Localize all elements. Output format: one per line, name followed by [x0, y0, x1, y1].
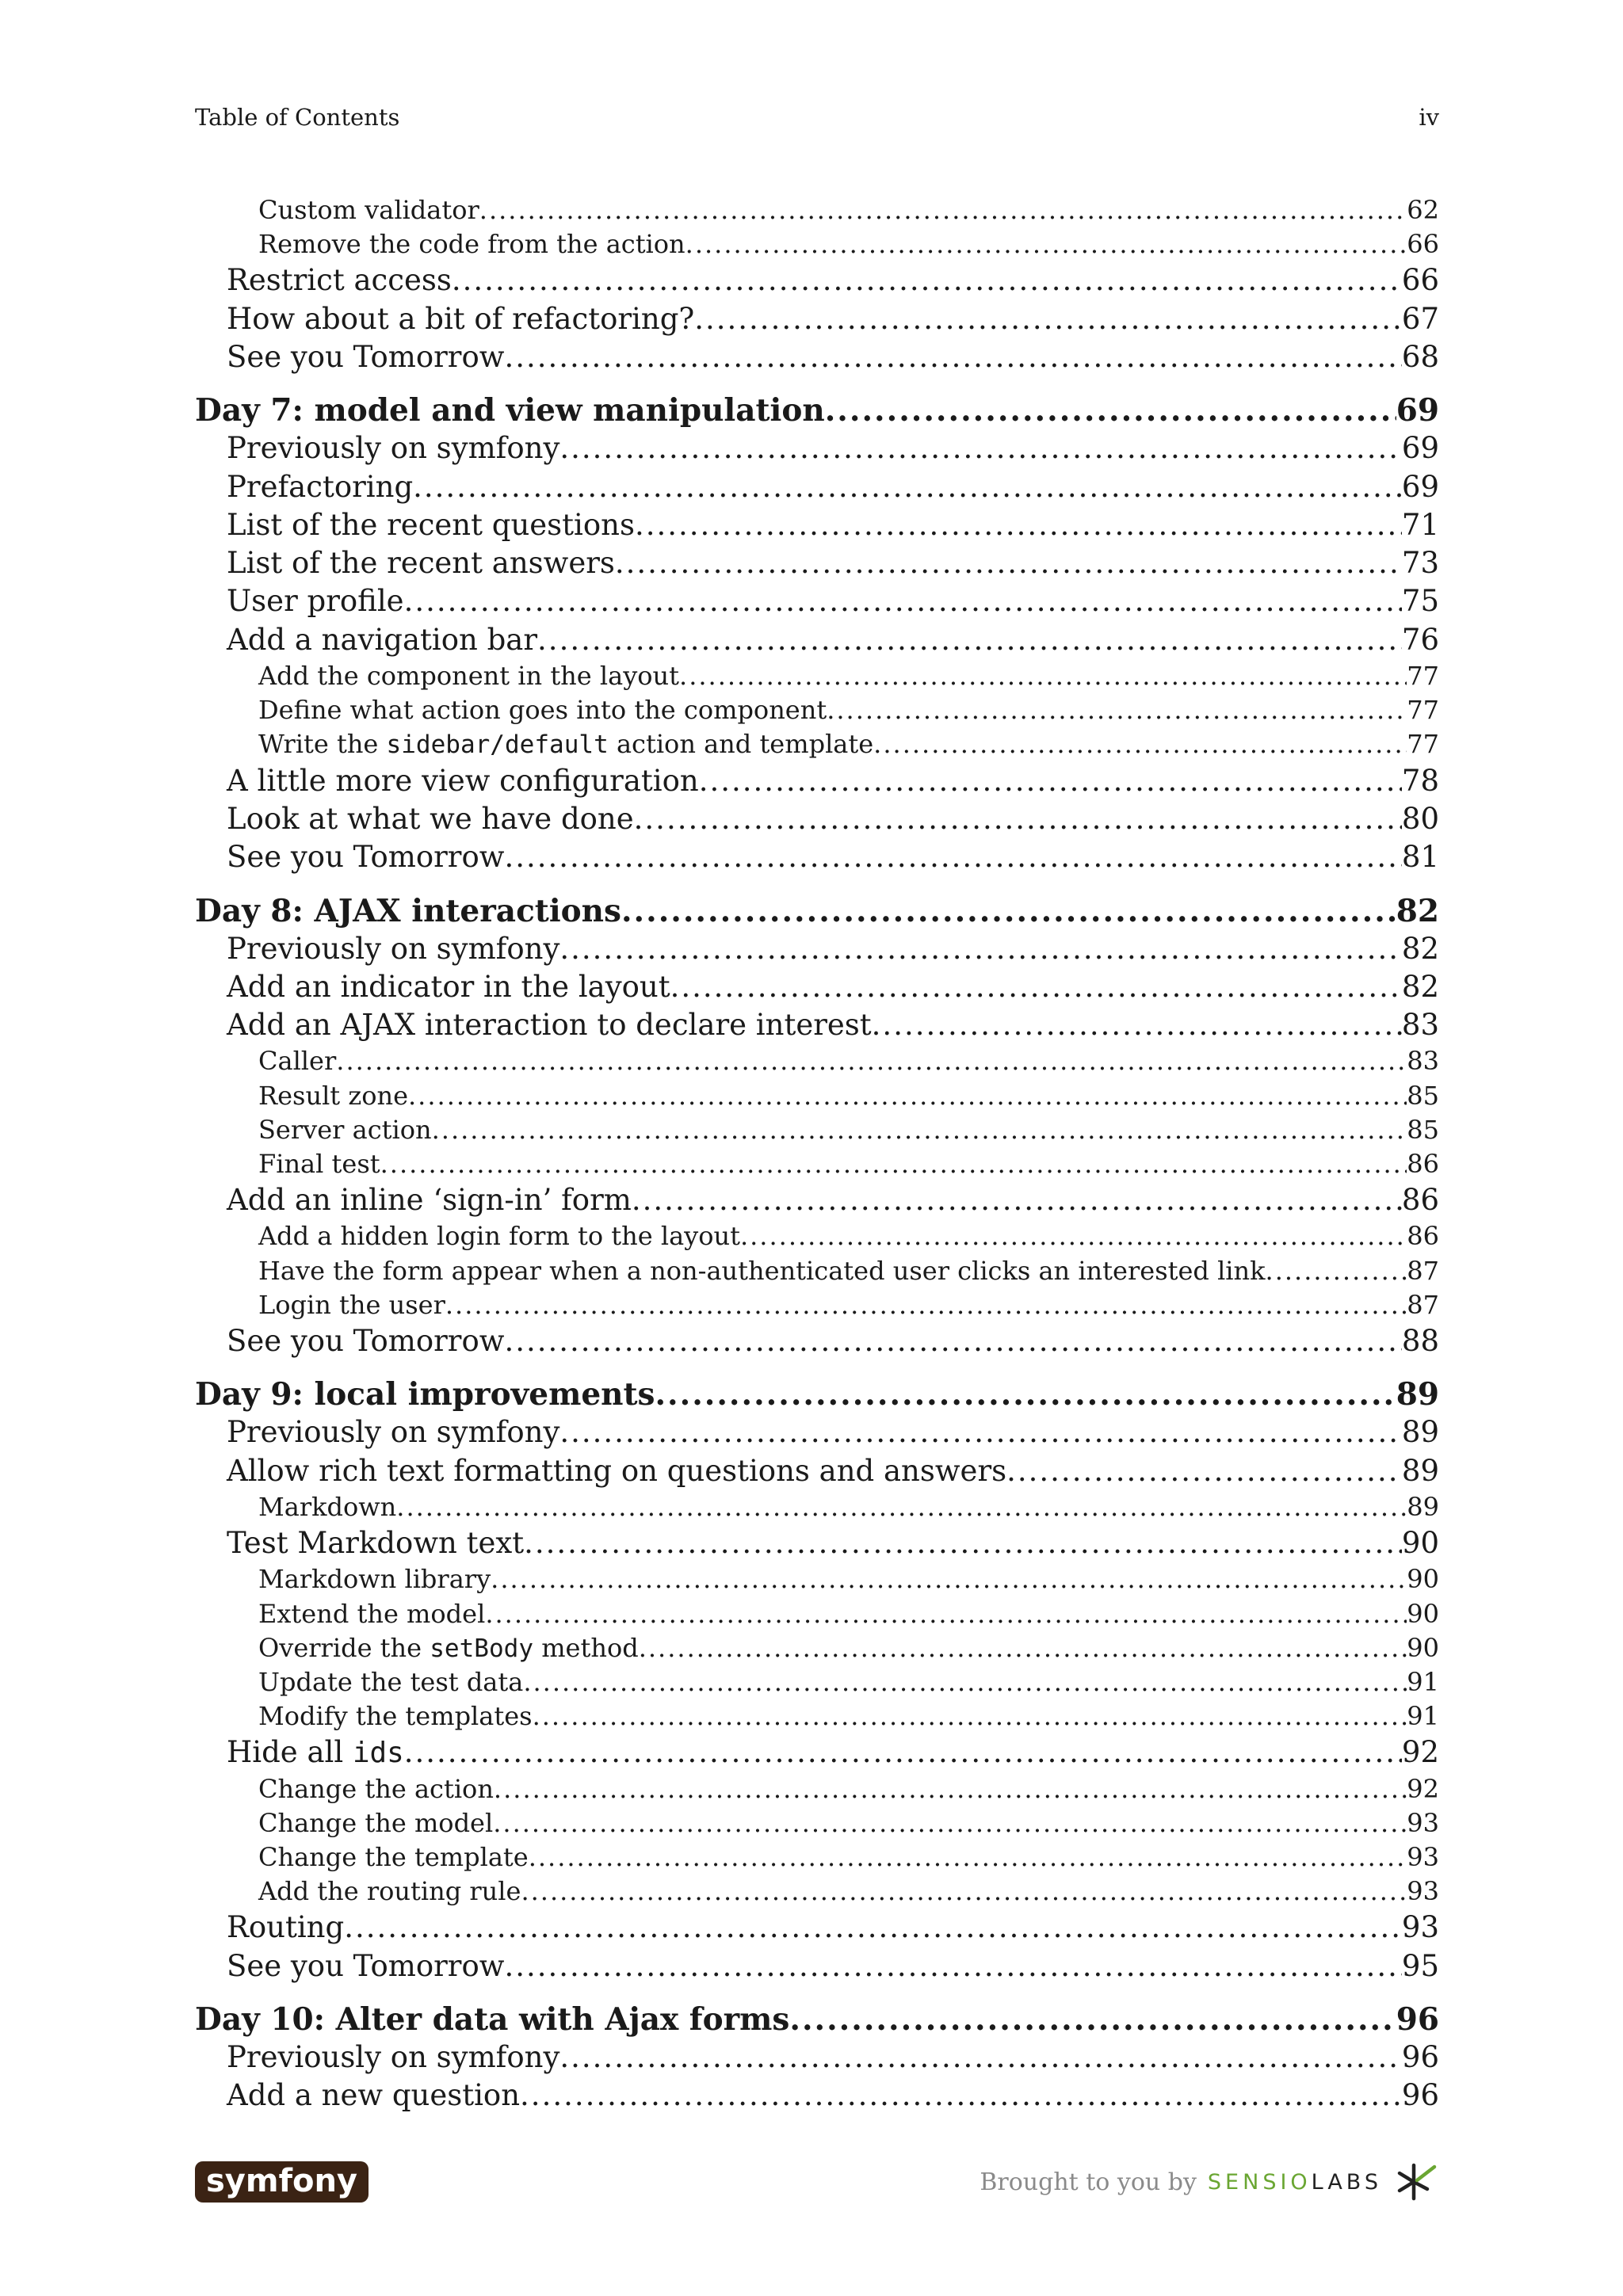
toc-entry-title: See you Tomorrow	[227, 1948, 505, 1983]
toc-entry-title: List of the recent questions	[227, 507, 635, 542]
toc-subsection	[195, 1562, 1439, 1596]
dot-leader	[494, 1772, 1407, 1806]
dot-leader	[504, 1947, 1401, 1985]
dot-leader	[694, 300, 1402, 338]
dot-leader	[521, 1875, 1407, 1909]
toc-section	[195, 762, 1439, 800]
dot-leader	[679, 659, 1407, 693]
dot-leader	[380, 1147, 1407, 1181]
toc-section	[195, 968, 1439, 1006]
toc-page-number: 66	[1401, 263, 1439, 298]
toc-entry-title	[258, 1631, 639, 1665]
dot-leader	[1266, 1254, 1407, 1288]
toc-entry-title: Allow rich text formatting on questions and answers	[227, 1453, 1007, 1488]
toc-page-number: 81	[1401, 840, 1439, 875]
page-footer	[195, 2158, 1439, 2206]
page-header	[195, 101, 1439, 133]
toc-page-number: 90	[1407, 1632, 1439, 1663]
toc-page-number: 85	[1407, 1114, 1439, 1145]
toc-page-number: 93	[1407, 1841, 1439, 1872]
toc-entry-code: ids	[352, 1737, 404, 1770]
toc-entry-title: How about a bit of refactoring?	[227, 301, 695, 336]
dot-leader	[685, 227, 1407, 261]
toc-chapter	[195, 1376, 1439, 1413]
toc-entry-title: Remove the code from the action	[258, 229, 685, 260]
toc-page-number: 88	[1401, 1324, 1439, 1358]
header-section-title: Table of Contents	[195, 104, 400, 131]
toc-page-number: 71	[1401, 507, 1439, 542]
toc-entry-title: Final test	[258, 1148, 380, 1179]
toc-entry-title-text: Write the	[258, 729, 387, 760]
toc-subsection	[195, 1079, 1439, 1113]
toc-entry-title: Add a new question	[227, 2078, 521, 2113]
toc-page-number: 96	[1401, 2039, 1439, 2074]
dot-leader	[559, 2039, 1402, 2077]
toc-page-number: 95	[1401, 1948, 1439, 1983]
toc-page-number: 73	[1401, 546, 1439, 581]
toc-page-number: 96	[1401, 2078, 1439, 2113]
toc-entry-title: Prefactoring	[227, 469, 414, 504]
table-of-contents	[195, 193, 1439, 2115]
toc-page-number: 96	[1396, 2000, 1439, 2038]
toc-page-number: 89	[1401, 1453, 1439, 1488]
dot-leader	[634, 800, 1402, 838]
toc-entry-title: Routing	[227, 1910, 345, 1945]
header-page-number: iv	[1419, 104, 1439, 131]
dot-leader	[635, 506, 1402, 544]
toc-page-number: 82	[1401, 969, 1439, 1004]
toc-entry-title: Add an inline ‘sign-in’ form	[227, 1183, 632, 1218]
toc-section	[195, 300, 1439, 338]
toc-entry-title: Look at what we have done	[227, 801, 634, 836]
toc-section	[195, 1733, 1439, 1772]
toc-page-number: 86	[1407, 1221, 1439, 1252]
toc-chapter	[195, 2001, 1439, 2039]
toc-page-number: 69	[1396, 392, 1439, 429]
toc-section	[195, 468, 1439, 506]
toc-entry-title: Day 9: local improvements	[195, 1376, 655, 1413]
toc-subsection	[195, 1772, 1439, 1806]
toc-entry-title: Server action	[258, 1114, 432, 1145]
labs-word: LABS	[1311, 2169, 1382, 2195]
toc-subsection	[195, 1631, 1439, 1665]
toc-section	[195, 1322, 1439, 1360]
toc-section	[195, 261, 1439, 299]
dot-leader	[485, 1597, 1407, 1631]
toc-entry-title-text: method	[533, 1632, 639, 1663]
toc-subsection	[195, 1840, 1439, 1875]
toc-page-number: 69	[1401, 469, 1439, 504]
toc-page-number: 68	[1401, 339, 1439, 374]
toc-page-number: 89	[1396, 1376, 1439, 1413]
toc-section	[195, 544, 1439, 582]
dot-leader	[432, 1113, 1407, 1147]
dot-leader	[479, 193, 1407, 227]
toc-page-number: 92	[1407, 1773, 1439, 1804]
toc-entry-code: sidebar/default	[386, 730, 609, 760]
toc-subsection	[195, 227, 1439, 261]
dot-leader	[520, 2077, 1402, 2115]
toc-page-number: 89	[1407, 1491, 1439, 1522]
dot-leader	[445, 1288, 1407, 1322]
toc-entry-title: Define what action goes into the component	[258, 695, 827, 726]
dot-leader	[639, 1631, 1407, 1665]
sensiolabs-wordmark	[1208, 2170, 1382, 2195]
dot-leader	[504, 838, 1401, 876]
sensio-word: SENSIO	[1207, 2169, 1312, 2195]
dot-leader	[344, 1909, 1402, 1947]
toc-chapter	[195, 392, 1439, 429]
toc-entry-title: Add the routing rule	[258, 1876, 521, 1907]
toc-page-number: 93	[1407, 1807, 1439, 1838]
dot-leader	[396, 1490, 1407, 1524]
dot-leader	[621, 893, 1396, 930]
dot-leader	[670, 968, 1402, 1006]
toc-entry-title: Login the user	[258, 1289, 445, 1320]
toc-section	[195, 338, 1439, 376]
toc-section	[195, 621, 1439, 659]
toc-entry-title	[258, 727, 873, 761]
toc-section	[195, 1181, 1439, 1219]
toc-section	[195, 838, 1439, 876]
toc-entry-title: Previously on symfony	[227, 431, 560, 466]
toc-subsection	[195, 1875, 1439, 1909]
toc-page-number: 87	[1407, 1289, 1439, 1320]
dot-leader	[404, 1733, 1402, 1772]
toc-entry-title: Add the component in the layout	[258, 661, 680, 692]
toc-entry-title: Caller	[258, 1046, 337, 1077]
toc-subsection	[195, 1147, 1439, 1181]
toc-page-number: 77	[1407, 661, 1439, 692]
dot-leader	[559, 429, 1402, 467]
toc-entry-title: See you Tomorrow	[227, 1324, 505, 1358]
toc-entry-title: Markdown library	[258, 1564, 491, 1595]
toc-subsection	[195, 1665, 1439, 1699]
toc-subsection	[195, 1288, 1439, 1322]
toc-page-number: 92	[1401, 1735, 1439, 1770]
toc-entry-title: Previously on symfony	[227, 2039, 560, 2074]
toc-page-number: 90	[1401, 1526, 1439, 1561]
dot-leader	[529, 1840, 1407, 1875]
dot-leader	[827, 693, 1407, 727]
toc-section	[195, 1452, 1439, 1490]
sensiolabs-credit	[980, 2162, 1439, 2202]
dot-leader	[413, 468, 1402, 506]
toc-page-number: 67	[1401, 301, 1439, 336]
dot-leader	[740, 1219, 1407, 1253]
toc-section	[195, 1413, 1439, 1451]
dot-leader	[655, 1376, 1396, 1413]
toc-entry-title: Add a hidden login form to the layout	[258, 1221, 740, 1252]
dot-leader	[336, 1044, 1407, 1078]
toc-subsection	[195, 727, 1439, 761]
dot-leader	[504, 338, 1401, 376]
dot-leader	[559, 930, 1402, 968]
toc-page-number: 69	[1401, 431, 1439, 466]
toc-subsection	[195, 1254, 1439, 1288]
dot-leader	[789, 2001, 1396, 2039]
toc-entry-title: Add an AJAX interaction to declare interest	[227, 1008, 872, 1043]
toc-entry-title: Previously on symfony	[227, 1415, 560, 1450]
toc-section	[195, 429, 1439, 467]
dot-leader	[632, 1181, 1402, 1219]
toc-subsection	[195, 1219, 1439, 1253]
toc-section	[195, 1524, 1439, 1562]
toc-entry-title: User profile	[227, 584, 404, 619]
toc-entry-title: Previously on symfony	[227, 931, 560, 966]
toc-chapter	[195, 893, 1439, 930]
toc-page-number: 90	[1407, 1564, 1439, 1595]
toc-page-number: 77	[1407, 695, 1439, 726]
dot-leader	[533, 1699, 1407, 1733]
toc-subsection	[195, 1490, 1439, 1524]
toc-page-number: 80	[1401, 801, 1439, 836]
toc-page-number: 76	[1401, 622, 1439, 657]
toc-page-number: 83	[1401, 1008, 1439, 1043]
toc-page-number: 86	[1407, 1148, 1439, 1179]
toc-entry-title: Modify the templates	[258, 1701, 533, 1732]
toc-page-number: 86	[1401, 1183, 1439, 1218]
toc-entry-title: Add an indicator in the layout	[227, 969, 670, 1004]
toc-section	[195, 2077, 1439, 2115]
toc-entry-title: List of the recent answers	[227, 546, 615, 581]
toc-entry-title: Result zone	[258, 1080, 408, 1111]
toc-entry-title: Update the test data	[258, 1666, 524, 1697]
toc-entry-title: Add a navigation bar	[227, 622, 538, 657]
toc-entry-title: Day 7: model and view manipulation	[195, 392, 825, 429]
toc-entry-title-text: action and template	[608, 729, 874, 760]
toc-entry-title: Day 8: AJAX interactions	[195, 892, 621, 929]
toc-page-number: 87	[1407, 1255, 1439, 1286]
toc-section	[195, 2039, 1439, 2077]
toc-entry-title: Test Markdown text	[227, 1526, 525, 1561]
toc-page-number: 62	[1407, 195, 1439, 225]
dot-leader	[615, 544, 1402, 582]
toc-subsection	[195, 193, 1439, 227]
toc-entry-title: Have the form appear when a non-authenticated user clicks an interested link	[258, 1255, 1266, 1286]
toc-entry-title	[227, 1733, 404, 1772]
dot-leader	[408, 1079, 1407, 1113]
toc-page-number: 89	[1401, 1415, 1439, 1450]
dot-leader	[1006, 1452, 1402, 1490]
toc-subsection	[195, 693, 1439, 727]
toc-section	[195, 800, 1439, 838]
toc-page-number: 91	[1407, 1666, 1439, 1697]
toc-subsection	[195, 1044, 1439, 1078]
toc-page-number: 91	[1407, 1701, 1439, 1732]
symfony-logo: symfony	[195, 2161, 369, 2203]
toc-entry-title: Extend the model	[258, 1598, 486, 1629]
dot-leader	[491, 1562, 1407, 1596]
toc-page-number: 75	[1401, 584, 1439, 619]
dot-leader	[825, 392, 1396, 429]
sensiolabs-star-icon	[1393, 2162, 1439, 2202]
dot-leader	[452, 261, 1402, 299]
dot-leader	[493, 1806, 1407, 1840]
toc-entry-title: Change the model	[258, 1807, 494, 1838]
toc-page-number: 83	[1407, 1046, 1439, 1077]
toc-entry-code: setBody	[430, 1634, 534, 1663]
toc-entry-title: Change the action	[258, 1773, 494, 1804]
toc-page-number: 93	[1401, 1910, 1439, 1945]
dot-leader	[699, 762, 1402, 800]
toc-entry-title: A little more view configuration	[227, 763, 699, 798]
dot-leader	[523, 1665, 1407, 1699]
toc-entry-title: See you Tomorrow	[227, 339, 505, 374]
toc-section	[195, 1947, 1439, 1985]
toc-subsection	[195, 659, 1439, 693]
toc-section	[195, 1006, 1439, 1044]
dot-leader	[404, 582, 1402, 620]
toc-entry-title-text: Override the	[258, 1632, 430, 1663]
toc-subsection	[195, 1699, 1439, 1733]
toc-entry-title: Day 10: Alter data with Ajax forms	[195, 2000, 790, 2038]
toc-section	[195, 582, 1439, 620]
toc-section	[195, 1909, 1439, 1947]
dot-leader	[559, 1413, 1402, 1451]
toc-entry-title-text: Hide all	[227, 1735, 353, 1770]
toc-subsection	[195, 1806, 1439, 1840]
toc-section	[195, 506, 1439, 544]
toc-subsection	[195, 1597, 1439, 1631]
toc-page-number: 82	[1401, 931, 1439, 966]
toc-page-number: 90	[1407, 1598, 1439, 1629]
toc-page-number: 66	[1407, 229, 1439, 260]
toc-page-number: 78	[1401, 763, 1439, 798]
toc-entry-title: Change the template	[258, 1841, 529, 1872]
toc-entry-title: See you Tomorrow	[227, 840, 505, 875]
toc-page-number: 77	[1407, 729, 1439, 760]
toc-section	[195, 930, 1439, 968]
dot-leader	[537, 621, 1402, 659]
dot-leader	[524, 1524, 1402, 1562]
dot-leader	[872, 1006, 1402, 1044]
toc-subsection	[195, 1113, 1439, 1147]
credit-text: Brought to you by	[980, 2168, 1197, 2196]
toc-entry-title: Restrict access	[227, 263, 452, 298]
toc-entry-title: Markdown	[258, 1491, 397, 1522]
toc-page-number: 82	[1396, 892, 1439, 929]
dot-leader	[873, 727, 1407, 761]
toc-entry-title: Custom validator	[258, 195, 479, 225]
toc-page-number: 85	[1407, 1080, 1439, 1111]
dot-leader	[504, 1322, 1401, 1360]
toc-page-number: 93	[1407, 1876, 1439, 1907]
